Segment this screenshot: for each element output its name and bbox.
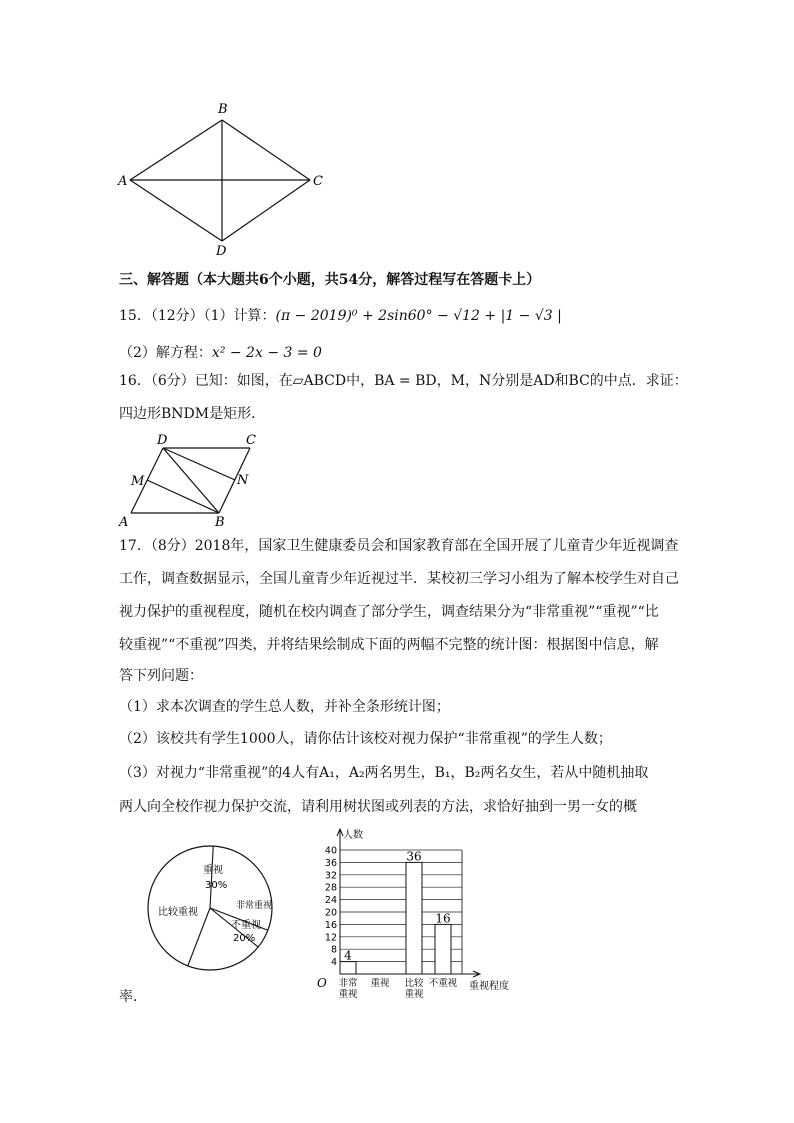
rhombus-side-da <box>130 180 222 241</box>
bar-y-tick-label: 4 <box>330 957 337 969</box>
question-17-sub1: （1）求本次调查的学生总人数，并补全条形统计图； <box>119 699 450 715</box>
pie-radius-0 <box>210 846 213 908</box>
question-16-line2: 四边形BNDM是矩形． <box>119 406 266 422</box>
question-17-sub3-line2: 两人向全校作视力保护交流，请利用树状图或列表的方法，求恰好抽到一男一女的概 <box>119 799 637 815</box>
bar-0 <box>340 962 356 974</box>
pie-chart <box>145 838 285 978</box>
bar-value-label: 36 <box>406 849 422 864</box>
pie-pct-buzhongshi: 20% <box>233 933 256 944</box>
rhombus-label-b: B <box>218 102 228 117</box>
pg-segment-mb <box>147 480 219 513</box>
rhombus-label-c: C <box>313 174 323 189</box>
rhombus-label-a: A <box>118 174 128 189</box>
bar-y-tick-label: 20 <box>324 907 337 919</box>
question-17-line5: 答下列问题： <box>119 668 203 684</box>
bar-category-label: 不重视 <box>428 978 458 989</box>
q15-equation: x² − 2x − 3 = 0 <box>211 345 322 361</box>
bar-category-label: 重视 <box>404 989 424 1000</box>
bar-2 <box>406 862 422 974</box>
pie-label-bijiao: 比较重视 <box>158 907 198 918</box>
parallelogram-figure <box>115 430 265 530</box>
pg-segment-dn <box>163 448 235 480</box>
bar-value-label: 4 <box>344 948 352 963</box>
rhombus-side-bc <box>222 120 310 180</box>
pie-pct-zhongshi: 30% <box>205 880 228 891</box>
section-heading: 三、解答题（本大题共6个小题，共54分，解答过程写在答题卡上） <box>119 272 541 288</box>
q15-part2-label: （2）解方程： <box>119 345 212 361</box>
bar-y-tick-label: 16 <box>324 919 337 931</box>
pg-segment-db <box>163 448 219 513</box>
pg-label-d: D <box>157 433 168 448</box>
question-17-sub3-line3: 率． <box>119 989 147 1005</box>
bar-y-axis-label: 人数 <box>343 830 363 841</box>
bar-y-tick-label: 36 <box>324 857 337 869</box>
bar-chart <box>310 826 525 1006</box>
rhombus-label-d: D <box>216 244 227 259</box>
bar-category-label: 重视 <box>338 989 358 1000</box>
question-17-line1: 17．（8分）2018年，国家卫生健康委员会和国家教育部在全国开展了儿童青少年近视调查 <box>119 538 679 554</box>
question-17-line2: 工作，调查数据显示，全国儿童青少年近视过半．某校初三学习小组为了解本校学生对自己 <box>119 571 679 587</box>
bar-y-tick-label: 24 <box>324 895 337 907</box>
bar-y-tick-label: 40 <box>324 845 337 857</box>
question-17-line4: 较重视”“不重视”四类，并将结果绘制成下面的两幅不完整的统计图：根据图中信息，解 <box>119 637 659 653</box>
bar-origin-label: O <box>317 976 327 990</box>
question-17-line3: 视力保护的重视程度，随机在校内调查了部分学生，调查结果分为“非常重视”“重视”“比 <box>119 604 659 620</box>
bar-y-tick-label: 12 <box>324 932 337 944</box>
rhombus-side-ab <box>130 120 222 180</box>
bar-category-label: 重视 <box>370 978 390 989</box>
question-16-line1: 16．（6分）已知：如图，在▱ABCD中，BA = BD，M，N分别是AD和BC的中点．求证： <box>119 373 688 389</box>
bar-y-tick-label: 32 <box>324 870 337 882</box>
bar-y-tick-label: 8 <box>330 944 337 956</box>
pg-label-n: N <box>237 473 249 488</box>
bar-category-label: 非常 <box>338 978 358 989</box>
pg-label-m: M <box>131 474 145 489</box>
pg-label-c: C <box>246 433 256 448</box>
bar-3 <box>435 924 451 974</box>
question-15 <box>119 306 562 326</box>
pie-label-feichang: 非常重视 <box>236 901 273 911</box>
q15-expression: (π − 2019)⁰ + 2sin60° − √12 + |1 − √3 | <box>275 308 562 324</box>
question-15-part2 <box>119 343 322 363</box>
question-17-sub2: （2）该校共有学生1000人，请你估计该校对视力保护“非常重视”的学生人数； <box>119 731 612 747</box>
pie-label-buzhongshi: 不重视 <box>231 920 261 931</box>
pie-label-zhongshi: 重视 <box>203 865 223 876</box>
bar-x-axis-label: 重视程度 <box>469 981 509 992</box>
q15-prefix: 15．（12分）（1）计算： <box>119 308 276 324</box>
pg-label-b: B <box>215 515 225 530</box>
bar-y-tick-label: 28 <box>324 882 337 894</box>
rhombus-side-cd <box>222 180 310 241</box>
rhombus-figure <box>110 95 340 260</box>
pg-label-a: A <box>119 515 129 530</box>
bar-value-label: 16 <box>435 911 451 926</box>
bar-category-label: 比较 <box>404 978 424 989</box>
question-17-sub3-line1: （3）对视力“非常重视”的4人有A₁，A₂两名男生，B₁，B₂两名女生，若从中随机抽取 <box>119 765 649 781</box>
